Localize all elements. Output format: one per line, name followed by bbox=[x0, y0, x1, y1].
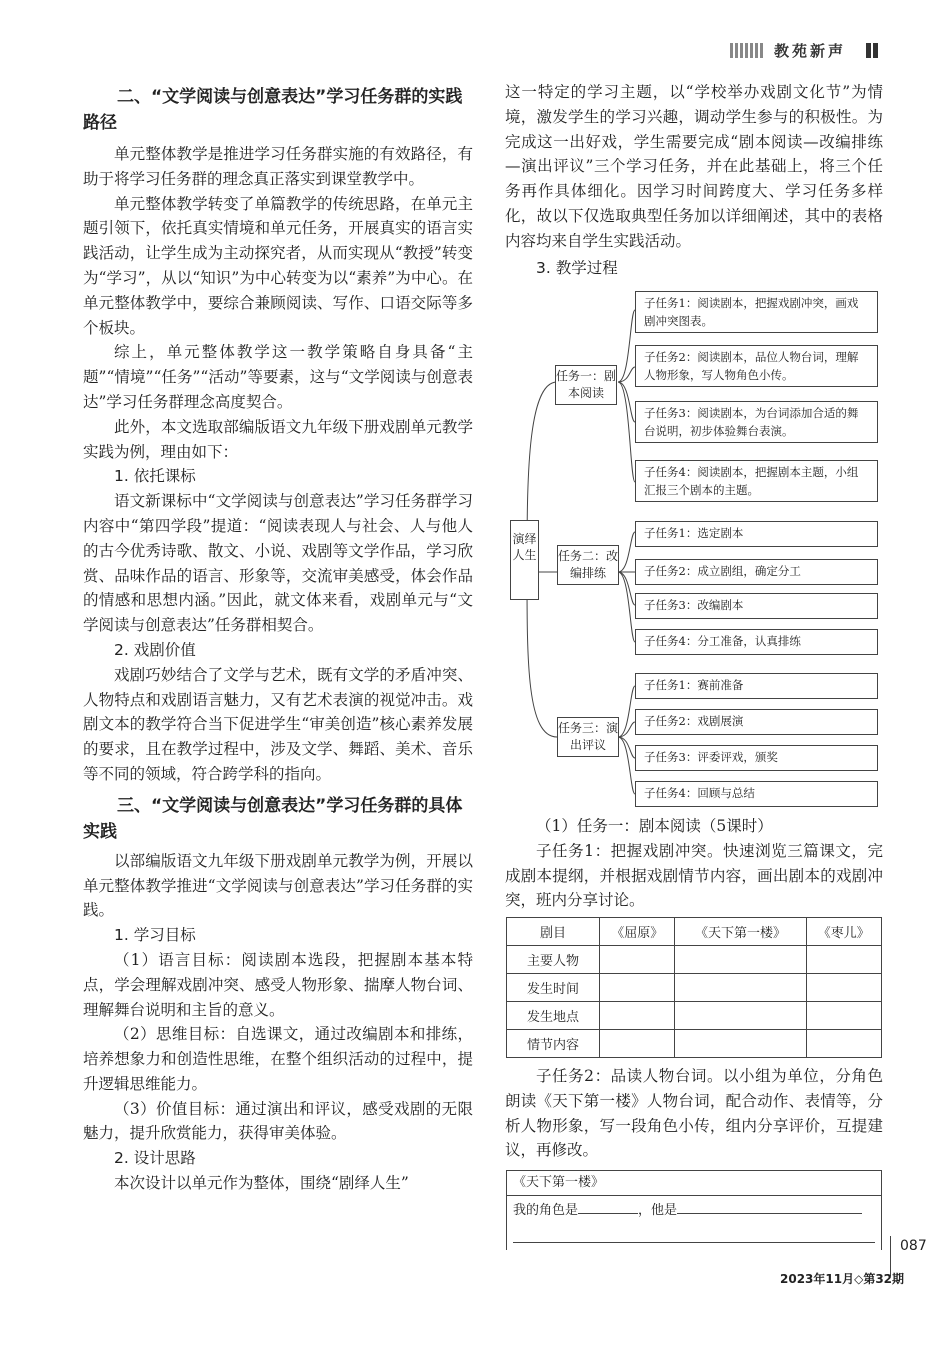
table-cell bbox=[675, 1030, 806, 1058]
table-row bbox=[507, 1030, 882, 1058]
right-column-lower bbox=[505, 814, 883, 913]
subtask-box: 子任务4：阅读剧本，把握剧本主题，小组汇报三个剧本的主题。 bbox=[635, 460, 878, 502]
subtask-box: 子任务4：分工准备，认真排练 bbox=[635, 629, 878, 655]
paragraph: （2）思维目标：自选课文，通过改编剧本和排练，培养想象力和创造性思维，在整个组织活动的过程中，提升逻辑思维能力。 bbox=[83, 1025, 473, 1093]
section-heading-3: 三、“文学阅读与创意表达”学习任务群的具体实践 bbox=[83, 795, 463, 842]
subtask-box: 子任务1：阅读剧本，把握戏剧冲突，画戏剧冲突图表。 bbox=[635, 291, 878, 333]
subheading: 3. 教学过程 bbox=[536, 258, 618, 277]
table-row bbox=[507, 974, 882, 1002]
root-node: 演绎人生 bbox=[510, 520, 539, 600]
task-tree-diagram bbox=[505, 282, 885, 812]
table-cell bbox=[600, 974, 675, 1002]
subtask-box: 子任务3：改编剧本 bbox=[635, 593, 878, 619]
table-cell bbox=[806, 1030, 882, 1058]
table-cell bbox=[600, 946, 675, 974]
subtask-box: 子任务2：戏剧展演 bbox=[635, 709, 878, 735]
blank-field[interactable] bbox=[578, 1213, 638, 1214]
subtask-box: 子任务2：阅读剧本，品位人物台词，理解人物形象，写人物角色小传。 bbox=[635, 345, 878, 387]
paragraph: （1）语言目标：阅读剧本选段，把握剧本基本特点，学会理解戏剧冲突、感受人物形象、揣摩人物台词、理解舞台说明和主旨的意义。 bbox=[83, 950, 473, 1019]
table-header-cell: 《天下第一楼》 bbox=[675, 918, 806, 946]
paragraph: 子任务2：品读人物台词。以小组为单位，分角色朗读《天下第一楼》人物台词，配合动作、表情等，分析人物形象，写一段角色小传，组内分享评价，互提建议，再修改。 bbox=[505, 1067, 883, 1160]
paragraph: 语文新课标中“文学阅读与创意表达”学习任务群学习内容中“第四学段”提道：“阅读表现人与社会、人与他人的古今优秀诗歌、散文、小说、戏剧等文学作品，学习欣赏、品味作品的语言、形象等，交流审美感受，体会作品的情感和思想内涵。”因此，就文体来看，戏剧单元与“文学阅读与创意表达”任务群相契合。 bbox=[83, 492, 473, 635]
table-cell bbox=[806, 974, 882, 1002]
form-label: 我的角色是 bbox=[513, 1203, 579, 1218]
paragraph: （3）价值目标：通过演出和评议，感受戏剧的无限魅力，提升欣赏能力，获得审美体验。 bbox=[83, 1099, 473, 1143]
section-title: 教苑新声 bbox=[774, 42, 847, 60]
issue-date: 2023年11月◇第32期 bbox=[780, 1272, 905, 1286]
header-decoration bbox=[730, 43, 765, 62]
header-decoration-right bbox=[866, 43, 880, 62]
task-node: 任务三：演出评议 bbox=[557, 717, 619, 757]
table-header-row bbox=[507, 918, 882, 946]
table-cell bbox=[675, 946, 806, 974]
table-cell bbox=[806, 1002, 882, 1030]
row-label: 主要人物 bbox=[507, 946, 600, 974]
table-cell bbox=[675, 1002, 806, 1030]
subtask-box: 子任务3：评委评戏，颁奖 bbox=[635, 745, 878, 771]
table-row bbox=[507, 946, 882, 974]
subtask-box: 子任务2：成立剧组，确定分工 bbox=[635, 559, 878, 585]
subtask-box: 子任务1：选定剧本 bbox=[635, 521, 878, 547]
table-cell bbox=[675, 974, 806, 1002]
row-label: 发生地点 bbox=[507, 1002, 600, 1030]
table-cell bbox=[806, 946, 882, 974]
paragraph: 综上，单元整体教学这一教学策略自身具备“主题”“情境”“任务”“活动”等要素，这与“文学阅读与创意表达”学习任务群理念高度契合。 bbox=[83, 343, 473, 411]
task-title: （1）任务一：剧本阅读（5课时） bbox=[536, 817, 773, 835]
subtask-box: 子任务4：回顾与总结 bbox=[635, 781, 878, 807]
paragraph: 以部编版语文九年级下册戏剧单元教学为例，开展以单元整体教学推进“文学阅读与创意表达”学习任务群的实践。 bbox=[83, 851, 473, 920]
table-header-cell: 《枣儿》 bbox=[806, 918, 882, 946]
character-bio-form bbox=[506, 1170, 882, 1250]
table-header-cell: 剧目 bbox=[507, 918, 600, 946]
paragraph: 此外，本文选取部编版语文九年级下册戏剧单元教学实践为例，理由如下： bbox=[83, 417, 473, 461]
table-cell bbox=[600, 1030, 675, 1058]
paragraph: 单元整体教学转变了单篇教学的传统思路，在单元主题引领下，依托真实情境和单元任务，开展真实的语言实践活动，让学生成为主动探究者，从而实现从“教授”转变为“学习”，从以“知识”为中心转变为以“素养”为中心。在单元整体教学中，要综合兼顾阅读、写作、口语交际等多个板块。 bbox=[83, 194, 473, 337]
table-header-cell: 《屈原》 bbox=[600, 918, 675, 946]
right-column bbox=[505, 80, 883, 280]
blank-field[interactable] bbox=[677, 1213, 862, 1214]
paragraph: 本次设计以单元作为整体，围绕“剧绎人生” bbox=[114, 1174, 409, 1193]
row-label: 发生时间 bbox=[507, 974, 600, 1002]
paragraph: 戏剧巧妙结合了文学与艺术，既有文学的矛盾冲突、人物特点和戏剧语言魅力，又有艺术表演的视觉冲击。戏剧文本的教学符合当下促进学生“审美创造”核心素养发展的要求，且在教学过程中，涉及文学、舞蹈、美术、音乐等不同的领域，符合跨学科的指向。 bbox=[83, 665, 473, 783]
paragraph: 这一特定的学习主题，以“学校举办戏剧文化节”为情境，激发学生的学习兴趣，调动学生参与的积极性。为完成这一出好戏，学生需要完成“剧本阅读—改编排练—演出评议”三个学习任务，并在此基础上，将三个任务再作具体细化。因学习时间跨度大、学习任务多样化，故以下仅选取典型任务加以详细阐述，其中的表格内容均来自学生实践活动。 bbox=[505, 83, 883, 250]
drama-outline-table bbox=[506, 917, 882, 1058]
paragraph: 子任务1：把握戏剧冲突。快速浏览三篇课文，完成剧本提纲，并根据戏剧情节内容，画出剧本的戏剧冲突，班内分享讨论。 bbox=[505, 841, 883, 910]
paragraph: 单元整体教学是推进学习任务群实施的有效路径，有助于将学习任务群的理念真正落实到课堂教学中。 bbox=[83, 145, 473, 188]
table-row bbox=[507, 1002, 882, 1030]
subheading: 2. 设计思路 bbox=[114, 1149, 196, 1168]
page-number: 087 bbox=[900, 1238, 927, 1254]
task-node: 任务一：剧本阅读 bbox=[555, 365, 617, 405]
subtask-box: 子任务3：阅读剧本，为台词添加合适的舞台说明，初步体验舞台表演。 bbox=[635, 401, 878, 443]
form-title: 《天下第一楼》 bbox=[507, 1171, 881, 1196]
form-label: ，他是 bbox=[638, 1203, 678, 1218]
table-cell bbox=[600, 1002, 675, 1030]
subtask-box: 子任务1：赛前准备 bbox=[635, 673, 878, 699]
blank-line[interactable] bbox=[513, 1232, 875, 1243]
task-node: 任务二：改编排练 bbox=[557, 545, 619, 585]
row-label: 情节内容 bbox=[507, 1030, 600, 1058]
subheading: 1. 学习目标 bbox=[114, 926, 196, 945]
subheading: 1. 依托课标 bbox=[114, 467, 196, 486]
subtask2-block bbox=[505, 1064, 883, 1163]
subheading: 2. 戏剧价值 bbox=[114, 640, 196, 659]
form-line bbox=[507, 1198, 881, 1224]
left-column bbox=[83, 80, 473, 1196]
section-heading-2: 二、“文学阅读与创意表达”学习任务群的实践路径 bbox=[83, 87, 463, 133]
